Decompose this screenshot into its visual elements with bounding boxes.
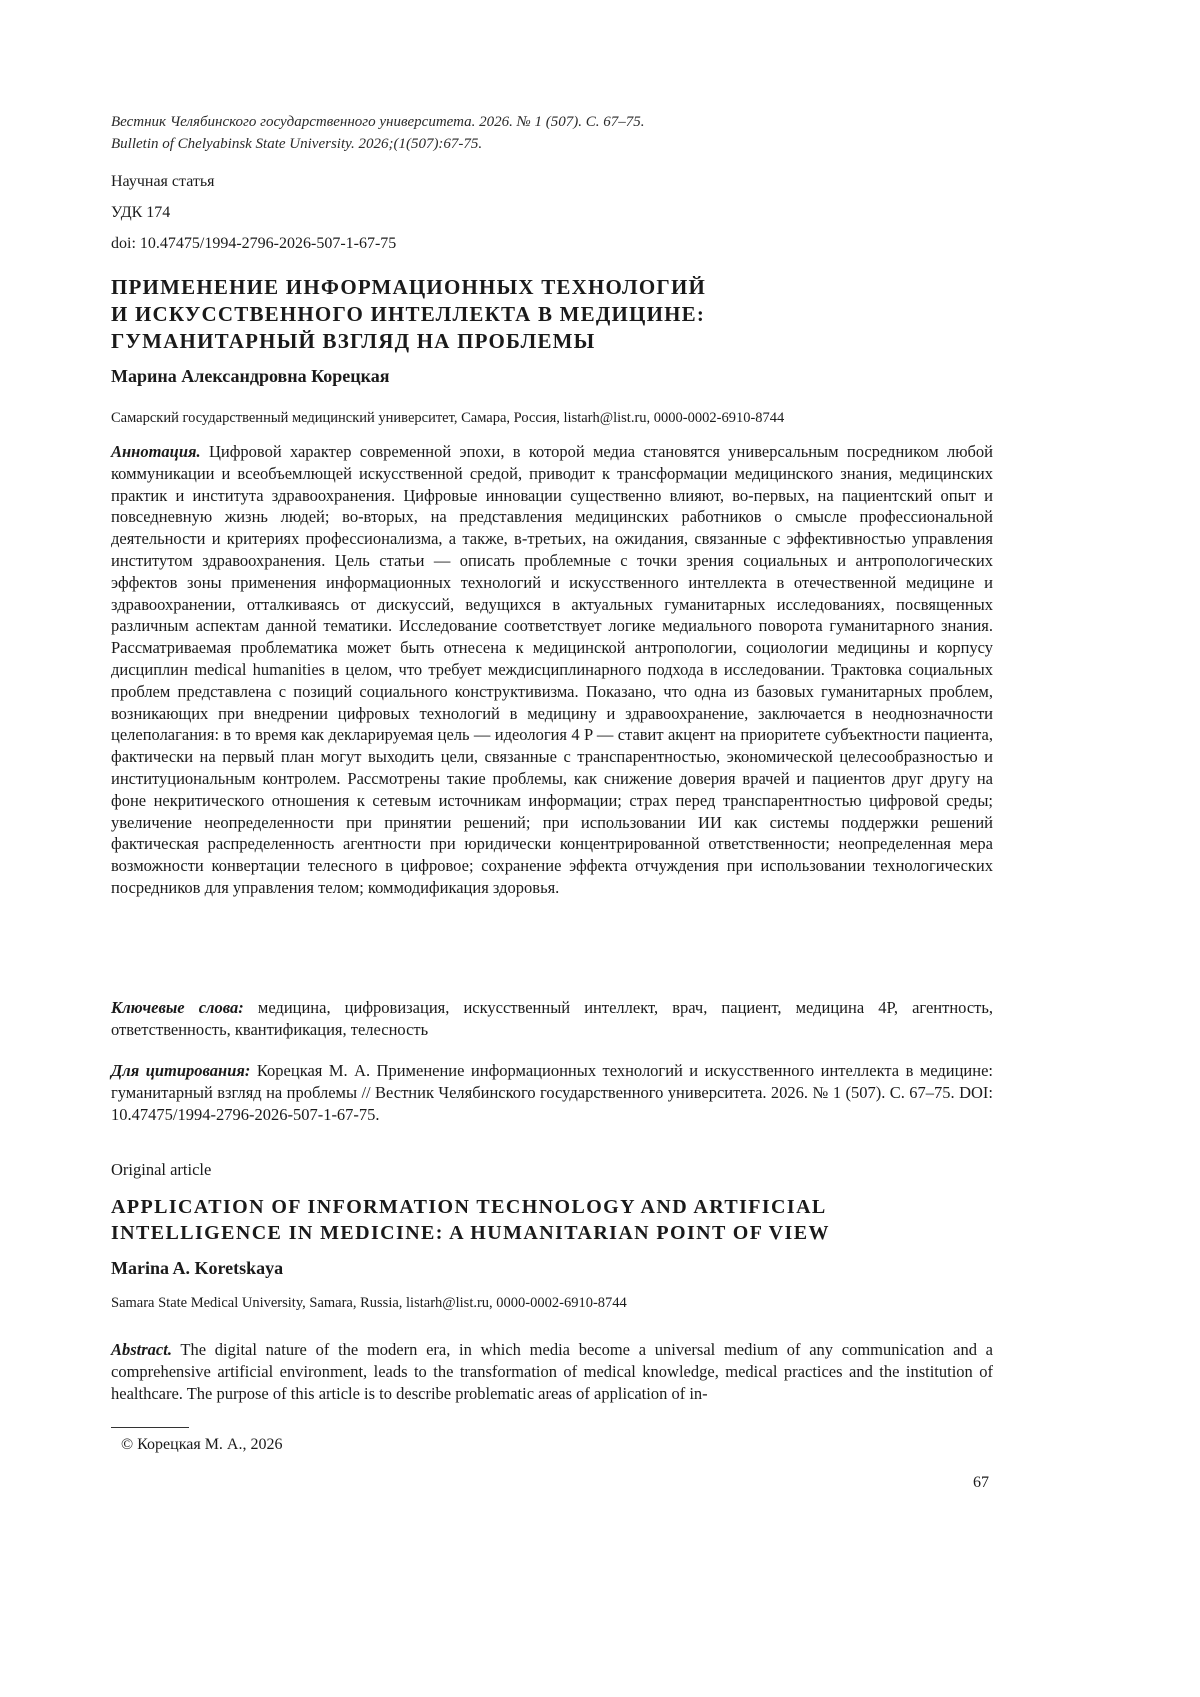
abstract-en-text: The digital nature of the modern era, in which media become a universal medium of any communication and a comprehensive artificial environment, leads to the transformation of medical knowledge, medical practices and the institution of healthcare. The purpose of this article is to describe problematic areas of application of in- <box>111 1340 993 1403</box>
abstract-en <box>111 1339 993 1404</box>
author-affiliation-en: Samara State Medical University, Samara, Russia, listarh@list.ru, 0000-0002-6910-8744 <box>111 1295 627 1311</box>
copyright-note: © Корецкая М. А., 2026 <box>121 1436 283 1453</box>
keywords-ru-label: Ключевые слова: <box>111 998 244 1017</box>
abstract-en-label: Abstract. <box>111 1340 172 1359</box>
author-name-en: Marina A. Koretskaya <box>111 1258 284 1278</box>
abstract-ru-label: Аннотация. <box>111 442 201 461</box>
citation-ru-text: Корецкая М. А. Применение информационных технологий и искусственного интеллекта в медицине: гуманитарный взгляд на проблемы // Вестник Челябинского государственного университета. 2026. № 1 (507). С. 67–75. DOI: 10.47475/1994-2796-2026-507-1-67-75. <box>111 1061 993 1124</box>
title-en-line: INTELLIGENCE IN MEDICINE: A HUMANITARIAN POINT OF VIEW <box>111 1222 830 1244</box>
article-title-en <box>111 1194 991 1246</box>
author-name-ru: Марина Александровна Корецкая <box>111 366 390 386</box>
udc-code: УДК 174 <box>111 204 171 221</box>
abstract-ru <box>111 441 993 899</box>
title-ru-line: ПРИМЕНЕНИЕ ИНФОРМАЦИОННЫХ ТЕХНОЛОГИЙ <box>111 275 707 299</box>
page-number: 67 <box>973 1474 989 1491</box>
doi: doi: 10.47475/1994-2796-2026-507-1-67-75 <box>111 235 397 252</box>
keywords-ru <box>111 997 993 1041</box>
article-title-ru <box>111 274 991 355</box>
article-type-en: Original article <box>111 1160 212 1179</box>
journal-citation-en: Bulletin of Chelyabinsk State University. 2026;(1(507):67-75. <box>111 136 483 152</box>
abstract-ru-text: Цифровой характер современной эпохи, в которой медиа становятся универсальным посредником любой коммуникации и всеобъемлющей искусственной средой, приводит к трансформации медицинского знания, медицинских практик и института здравоохранения. Цифровые инновации существенно влияют, во-первых, на пациентский опыт и повседневную жизнь людей; во-вторых, на представления медицинских работников о смысле профессиональной деятельности и критериях профессионализма, а также, в-третьих, на ожидания, связанные с эффективностью управления институтом здравоохранения. Цель статьи — описать проблемные с точки зрения социальных и антропологических эффектов зоны применения информационных технологий и искусственного интеллекта в отечественной медицине и здравоохранении, отталкиваясь от дискуссий, ведущихся в актуальных гуманитарных исследованиях, посвященных различным аспектам данной тематики. Исследование соответствует логике медиального поворота гуманитарного знания. Рассматриваемая проблематика может быть отнесена к медицинской антропологии, социологии медицины и корпусу дисциплин medical humanities в целом, что требует междисциплинарного подхода в исследовании. Трактовка социальных проблем представлена с позиций социального конструктивизма. Показано, что одна из базовых гуманитарных проблем, возникающих при внедрении цифровых технологий в медицину и здравоохранение, заключается в неоднозначности целеполагания: в то время как декларируемая цель — идеология 4 P — ставит акцент на приоритете субъектности пациента, фактически на первый план могут выходить цели, связанные с транспарентностью, экономической целесообразностью и институциональным контролем. Рассмотрены такие проблемы, как снижение доверия врачей и пациентов друг другу на фоне некритического отношения к сетевым источникам информации; страх перед транспарентностью цифровой среды; увеличение неопределенности при принятии решений; при использовании ИИ как системы поддержки решений фактическая распределенность агентности при юридически концентрированной ответственности; неопределенная мера возможности конвертации телесного в цифровое; сохранение эффекта отчуждения при использовании технологических посредников для управления телом; коммодификация здоровья. <box>111 442 994 897</box>
title-ru-line: ГУМАНИТАРНЫЙ ВЗГЛЯД НА ПРОБЛЕМЫ <box>111 329 596 353</box>
footnote-divider <box>111 1427 189 1428</box>
journal-citation-ru: Вестник Челябинского государственного университета. 2026. № 1 (507). С. 67–75. <box>111 114 645 130</box>
keywords-ru-text: медицина, цифровизация, искусственный интеллект, врач, пациент, медицина 4P, агентность, ответственность, квантификация, телесность <box>111 998 994 1039</box>
citation-block-ru <box>111 1060 993 1125</box>
citation-ru-label: Для цитирования: <box>111 1061 251 1080</box>
title-ru-line: И ИСКУССТВЕННОГО ИНТЕЛЛЕКТА В МЕДИЦИНЕ: <box>111 302 706 326</box>
title-en-line: APPLICATION OF INFORMATION TECHNOLOGY AND ARTIFICIAL <box>111 1196 827 1218</box>
author-affiliation-ru: Самарский государственный медицинский университет, Самара, Россия, listarh@list.ru, 0000-0002-6910-8744 <box>111 410 785 426</box>
article-type-ru: Научная статья <box>111 173 215 190</box>
